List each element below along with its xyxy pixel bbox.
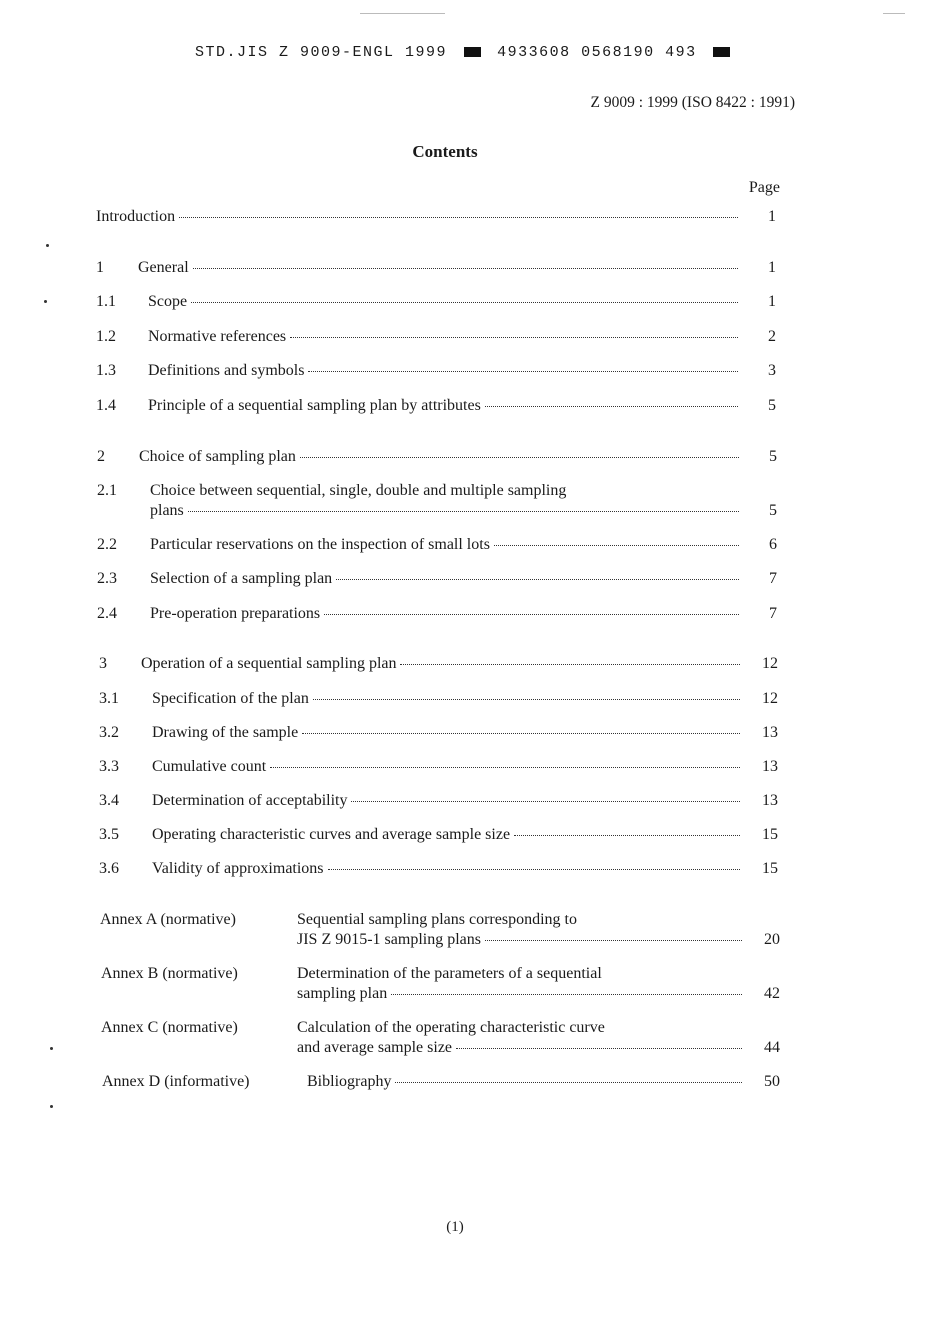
toc-entry-section-1-1[interactable] <box>96 292 776 312</box>
toc-entry-section-2-4[interactable] <box>97 604 777 624</box>
toc-page: 15 <box>762 826 778 843</box>
toc-number: 2.4 <box>97 605 117 622</box>
annex-designation: Annex C (normative) <box>101 1019 238 1036</box>
page-number-footer: (1) <box>446 1219 464 1235</box>
dot-leader <box>324 614 739 615</box>
toc-entry-section-1-3[interactable] <box>96 361 776 381</box>
scan-speck <box>50 1105 53 1108</box>
redaction-block <box>464 47 481 57</box>
toc-label: Normative references <box>148 328 287 345</box>
dot-leader <box>300 457 739 458</box>
scan-speck <box>44 300 47 303</box>
toc-number: 1.3 <box>96 362 116 379</box>
toc-label-line-2: plans <box>150 502 184 519</box>
toc-entry-section-1-4[interactable] <box>96 396 776 416</box>
annex-designation: Annex A (normative) <box>100 911 236 928</box>
toc-page: 50 <box>764 1073 780 1090</box>
toc-entry-section-2[interactable] <box>97 447 777 467</box>
toc-label: Validity of approximations <box>152 860 324 877</box>
standard-id: Z 9009 : 1999 (ISO 8422 : 1991) <box>590 94 795 111</box>
toc-number: 3.2 <box>99 724 119 741</box>
toc-page: 7 <box>769 605 777 622</box>
toc-label: Cumulative count <box>152 758 267 775</box>
toc-label: Selection of a sampling plan <box>150 570 333 587</box>
toc-number: 3.4 <box>99 792 119 809</box>
toc-number: 2.3 <box>97 570 117 587</box>
page-column-header: Page <box>748 179 780 196</box>
toc-label: Particular reservations on the inspection of small lots <box>150 536 490 553</box>
scan-speck <box>46 244 49 247</box>
dot-leader <box>302 733 740 734</box>
toc-number: 2.1 <box>97 482 117 499</box>
dot-leader <box>400 664 740 665</box>
toc-label-line-1: Sequential sampling plans corresponding to <box>297 911 577 928</box>
toc-entry-section-2-2[interactable] <box>97 535 777 555</box>
dot-leader <box>193 268 738 269</box>
toc-number: 1.1 <box>96 293 116 310</box>
toc-entry-section-1[interactable] <box>96 258 776 278</box>
redaction-block <box>713 47 730 57</box>
toc-label-line-1: Determination of the parameters of a sequential <box>297 965 602 982</box>
toc-number: 2.2 <box>97 536 117 553</box>
toc-label: Operation of a sequential sampling plan <box>141 655 397 672</box>
toc-page: 20 <box>764 931 780 948</box>
dot-leader <box>290 337 738 338</box>
toc-label-line-1: Choice between sequential, single, double and multiple sampling <box>150 482 567 499</box>
standard-code-header <box>195 44 736 61</box>
toc-entry-section-2-1[interactable] <box>97 481 777 521</box>
dot-leader <box>514 835 740 836</box>
toc-entry-annex-a[interactable] <box>100 910 780 950</box>
toc-number: 1.2 <box>96 328 116 345</box>
scan-artifact <box>883 13 905 14</box>
toc-entry-annex-b[interactable] <box>101 964 780 1004</box>
annex-designation: Annex D (informative) <box>102 1073 250 1090</box>
toc-page: 13 <box>762 724 778 741</box>
toc-label: Introduction <box>96 208 176 225</box>
toc-number: 3.5 <box>99 826 119 843</box>
toc-page: 7 <box>769 570 777 587</box>
toc-page: 3 <box>768 362 776 379</box>
standard-code-text: STD.JIS Z 9009-ENGL 1999 <box>195 44 448 61</box>
toc-entry-introduction[interactable] <box>96 207 776 227</box>
toc-page: 1 <box>768 208 776 225</box>
toc-label: Determination of acceptability <box>152 792 348 809</box>
toc-page: 12 <box>762 690 778 707</box>
toc-entry-section-3-4[interactable] <box>99 791 778 811</box>
toc-label: Bibliography <box>307 1073 392 1090</box>
toc-page: 2 <box>768 328 776 345</box>
toc-entry-section-3[interactable] <box>99 654 778 674</box>
toc-label: Specification of the plan <box>152 690 309 707</box>
dot-leader <box>313 699 740 700</box>
toc-label: Pre-operation preparations <box>150 605 321 622</box>
toc-number: 3 <box>99 655 107 672</box>
dot-leader <box>351 801 740 802</box>
toc-entry-annex-d[interactable] <box>102 1072 780 1092</box>
toc-number: 1 <box>96 259 104 276</box>
toc-number: 2 <box>97 448 105 465</box>
toc-label-line-2: JIS Z 9015-1 sampling plans <box>297 931 481 948</box>
scan-artifact <box>360 13 445 14</box>
toc-number: 3.6 <box>99 860 119 877</box>
dot-leader <box>485 406 738 407</box>
toc-label: Principle of a sequential sampling plan by attributes <box>148 397 481 414</box>
scan-speck <box>50 1047 53 1050</box>
toc-page: 5 <box>768 397 776 414</box>
toc-label-line-1: Calculation of the operating characteristic curve <box>297 1019 605 1036</box>
toc-label-line-2: and average sample size <box>297 1039 453 1056</box>
toc-label: General <box>138 259 189 276</box>
toc-entry-section-3-3[interactable] <box>99 757 778 777</box>
toc-page: 5 <box>769 502 777 519</box>
toc-page: 13 <box>762 758 778 775</box>
toc-page: 1 <box>768 259 776 276</box>
toc-label: Operating characteristic curves and average sample size <box>152 826 511 843</box>
toc-number: 3.1 <box>99 690 119 707</box>
document-tracking-code: 4933608 0568190 493 <box>497 44 697 61</box>
dot-leader <box>328 869 740 870</box>
toc-label: Drawing of the sample <box>152 724 299 741</box>
toc-label: Scope <box>148 293 188 310</box>
toc-entry-section-3-5[interactable] <box>99 825 778 845</box>
toc-entry-section-3-1[interactable] <box>99 689 778 709</box>
toc-entry-section-2-3[interactable] <box>97 569 777 589</box>
dot-leader <box>179 217 738 218</box>
toc-page: 12 <box>762 655 778 672</box>
toc-label: Definitions and symbols <box>148 362 305 379</box>
toc-page: 44 <box>764 1039 780 1056</box>
dot-leader <box>391 994 742 995</box>
toc-label-line-2: sampling plan <box>297 985 388 1002</box>
dot-leader <box>188 511 739 512</box>
toc-page: 6 <box>769 536 777 553</box>
dot-leader <box>270 767 740 768</box>
toc-page: 13 <box>762 792 778 809</box>
dot-leader <box>485 940 742 941</box>
dot-leader <box>456 1048 742 1049</box>
dot-leader <box>395 1082 742 1083</box>
toc-entry-section-3-6[interactable] <box>99 859 778 879</box>
toc-label: Choice of sampling plan <box>139 448 296 465</box>
toc-entry-annex-c[interactable] <box>101 1018 780 1058</box>
toc-number: 3.3 <box>99 758 119 775</box>
dot-leader <box>336 579 739 580</box>
toc-number: 1.4 <box>96 397 116 414</box>
toc-page: 5 <box>769 448 777 465</box>
toc-page: 1 <box>768 293 776 310</box>
toc-entry-section-3-2[interactable] <box>99 723 778 743</box>
toc-page: 15 <box>762 860 778 877</box>
toc-entry-section-1-2[interactable] <box>96 327 776 347</box>
dot-leader <box>191 302 738 303</box>
contents-title: Contents <box>412 142 478 161</box>
annex-designation: Annex B (normative) <box>101 965 238 982</box>
toc-page: 42 <box>764 985 780 1002</box>
dot-leader <box>308 371 738 372</box>
dot-leader <box>494 545 739 546</box>
